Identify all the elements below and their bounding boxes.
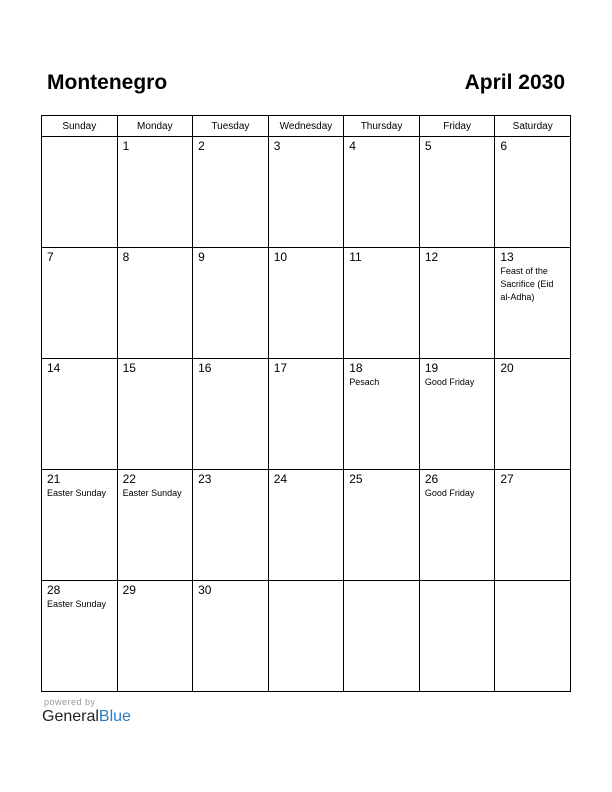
day-cell-content (344, 470, 419, 487)
day-cell-content (495, 137, 570, 154)
day-number: 22 (122, 472, 136, 486)
week-row (42, 581, 571, 692)
brand-part-general: General (42, 708, 99, 725)
day-cell-content (344, 581, 419, 583)
day-cell (344, 470, 420, 581)
powered-by-text: powered by (44, 697, 96, 707)
holiday-label: Feast of the (500, 266, 548, 276)
day-cell-content (420, 359, 495, 389)
holiday-label: Easter Sunday (122, 488, 182, 498)
day-cell-content (269, 581, 344, 583)
day-cell-content (42, 581, 117, 611)
day-cell-content (42, 248, 117, 265)
day-number: 11 (349, 250, 362, 264)
holiday-label: Easter Sunday (47, 488, 107, 498)
day-cell (495, 137, 571, 248)
weekday-wednesday: Wednesday (268, 116, 344, 137)
day-cell (495, 470, 571, 581)
day-number: 2 (198, 139, 205, 153)
day-cell-content (344, 137, 419, 154)
day-cell-content (118, 581, 193, 598)
day-cell (193, 359, 269, 470)
brand-part-blue: Blue (98, 708, 131, 725)
day-cell-content (344, 248, 419, 265)
day-cell-content (118, 359, 193, 376)
day-cell (117, 470, 193, 581)
day-cell (344, 137, 420, 248)
day-number: 10 (273, 250, 288, 264)
day-cell-content (42, 470, 117, 500)
day-cell (42, 470, 118, 581)
day-cell-content (420, 137, 495, 154)
day-cell (117, 137, 193, 248)
day-number: 29 (122, 583, 136, 597)
day-cell (419, 137, 495, 248)
day-cell-content (420, 248, 495, 265)
weekday-friday: Friday (419, 116, 495, 137)
day-number: 1 (122, 139, 130, 153)
day-cell (42, 581, 118, 692)
day-cell (42, 248, 118, 359)
day-cell-content (495, 248, 570, 304)
day-number: 12 (424, 250, 439, 264)
holiday-label: Easter Sunday (47, 599, 107, 609)
week-row (42, 359, 571, 470)
day-cell (117, 359, 193, 470)
weekday-saturday: Saturday (495, 116, 571, 137)
empty-day-cell (495, 581, 571, 692)
day-cell (268, 359, 344, 470)
week-row (42, 470, 571, 581)
day-cell (117, 581, 193, 692)
holiday-label: Sacrifice (Eid (500, 279, 554, 289)
country-title: Montenegro (47, 71, 168, 94)
weekday-monday: Monday (117, 116, 193, 137)
week-row (42, 248, 571, 359)
day-cell-content (193, 248, 268, 265)
day-cell (344, 248, 420, 359)
day-cell-content (42, 359, 117, 376)
day-cell-content (420, 470, 495, 500)
day-number: 8 (122, 250, 130, 264)
day-cell (419, 470, 495, 581)
day-cell-content (344, 359, 419, 389)
holiday-label: Pesach (349, 377, 380, 387)
day-cell-content (495, 470, 570, 487)
day-cell (495, 248, 571, 359)
holiday-label: Good Friday (424, 377, 475, 387)
empty-day-cell (268, 581, 344, 692)
day-cell-content (193, 359, 268, 376)
day-cell-content (118, 470, 193, 500)
weekday-tuesday: Tuesday (193, 116, 269, 137)
day-number: 27 (500, 472, 514, 486)
day-cell (193, 581, 269, 692)
day-cell (193, 470, 269, 581)
day-number: 25 (349, 472, 363, 486)
holiday-label: Good Friday (424, 488, 475, 498)
day-cell-content (269, 137, 344, 154)
day-number: 16 (198, 361, 212, 375)
day-number: 24 (273, 472, 288, 486)
empty-day-cell (344, 581, 420, 692)
day-cell (268, 470, 344, 581)
day-cell-content (420, 581, 495, 583)
day-cell (42, 359, 118, 470)
day-cell (117, 248, 193, 359)
day-number: 18 (349, 361, 363, 375)
day-cell (268, 248, 344, 359)
weekday-header-row (42, 116, 571, 137)
day-number: 21 (47, 472, 61, 486)
day-number: 19 (424, 361, 439, 375)
day-cell-content (269, 248, 344, 265)
calendar-grid (41, 115, 571, 692)
day-cell-content (118, 248, 193, 265)
weekday-sunday: Sunday (42, 116, 118, 137)
day-number: 9 (198, 250, 205, 264)
day-cell (419, 248, 495, 359)
weekday-thursday: Thursday (344, 116, 420, 137)
day-number: 28 (47, 583, 61, 597)
day-cell (268, 137, 344, 248)
week-row (42, 137, 571, 248)
brand-logo (42, 708, 131, 726)
day-number: 13 (500, 250, 514, 264)
day-number: 4 (349, 139, 356, 153)
day-cell (344, 359, 420, 470)
day-cell-content (269, 470, 344, 487)
day-cell-content (495, 359, 570, 376)
empty-day-cell (42, 137, 118, 248)
day-number: 26 (424, 472, 439, 486)
empty-day-cell (419, 581, 495, 692)
holiday-label: al-Adha) (500, 292, 535, 302)
day-cell-content (118, 137, 193, 154)
day-number: 20 (500, 361, 514, 375)
day-cell-content (495, 581, 570, 583)
day-cell-content (269, 359, 344, 376)
day-number: 5 (424, 139, 432, 153)
day-number: 14 (47, 361, 61, 375)
day-cell-content (193, 581, 268, 598)
calendar-body (42, 137, 571, 692)
day-cell-content (193, 137, 268, 154)
day-cell (495, 359, 571, 470)
day-cell-content (42, 137, 117, 139)
day-number: 7 (47, 250, 54, 264)
day-number: 15 (122, 361, 136, 375)
day-number: 30 (198, 583, 212, 597)
month-year-title: April 2030 (464, 71, 565, 94)
day-number: 6 (500, 139, 508, 153)
day-number: 17 (273, 361, 288, 375)
day-cell (419, 359, 495, 470)
day-number: 23 (198, 472, 212, 486)
day-cell-content (193, 470, 268, 487)
day-cell (193, 137, 269, 248)
day-number: 3 (273, 139, 281, 153)
day-cell (193, 248, 269, 359)
